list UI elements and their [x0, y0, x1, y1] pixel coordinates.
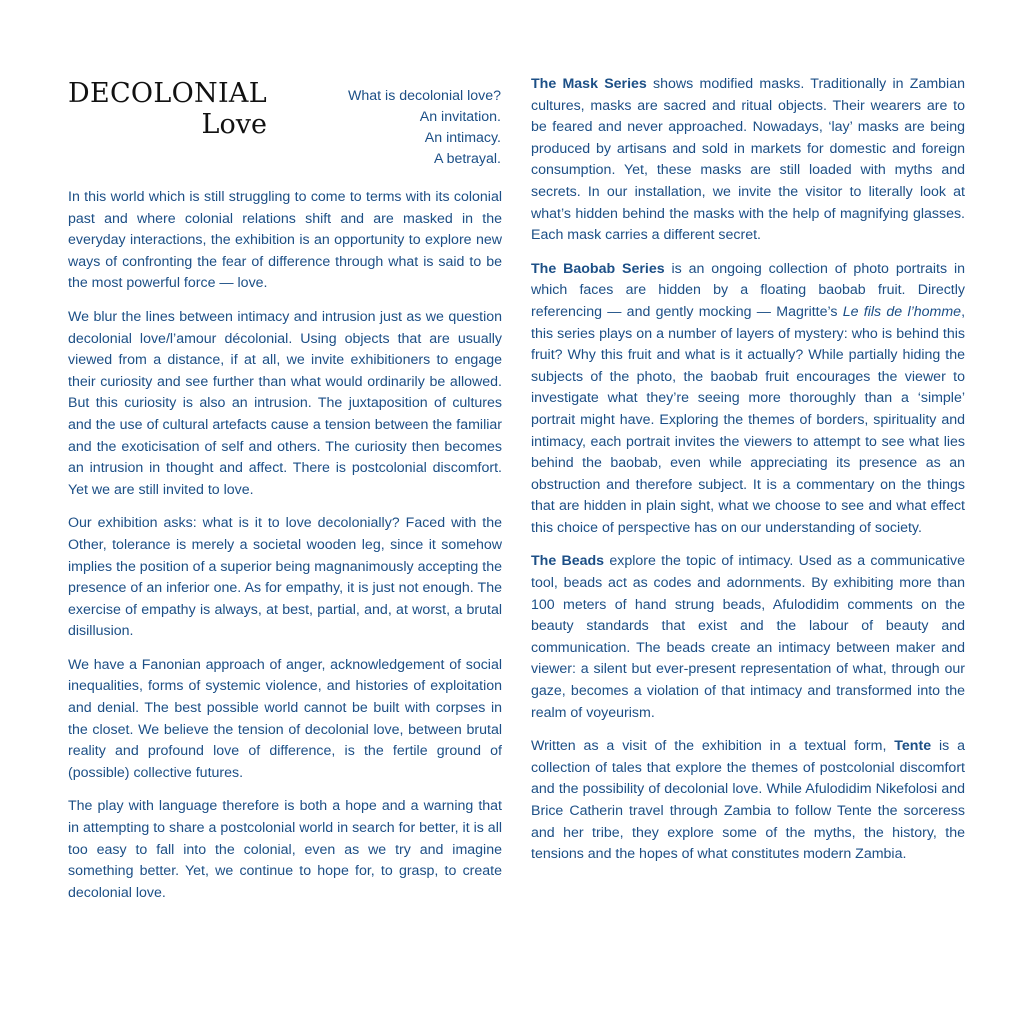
left-column [68, 187, 502, 916]
paragraph: Our exhibition asks: what is it to love decolonially? Faced with the Other, tolerance is merely a societal wooden leg, since it somehow implies the position of a superior being magnanimously accepting the presence of an inferior one. As for empathy, it is just not enough. The exercise of empathy is always, at best, partial, and, at worst, a brutal disillusion. [68, 515, 502, 640]
intro-line: An invitation. [419, 109, 501, 125]
tente-text-post: is a collection of tales that explore the themes of postcolonial discomfort and the possibility of decolonial love. While Afulodidim Nikefolosi and Brice Catherin travel through Zambia to follow Tente the sorceress and her tribe, they explore some of the myths, the history, the tensions and the hopes of what constitutes modern Zambia. [531, 738, 966, 863]
right-column [531, 74, 965, 878]
intro-line: A betrayal. [433, 151, 501, 167]
intro-line: An intimacy. [424, 130, 501, 146]
artwork-title: Le fils de l’homme [842, 303, 962, 320]
mask-series-heading: The Mask Series [531, 76, 647, 92]
paragraph: In this world which is still struggling to come to terms with its colonial past and where colonial relations shift and are masked in the everyday interactions, the exhibition is an opportunity to explore new ways of confronting the fear of difference through what is said to be the most powerful force — love. [68, 189, 502, 292]
intro-questions [300, 86, 501, 170]
baobab-series-paragraph [531, 259, 965, 540]
beads-paragraph [531, 551, 965, 724]
paragraph: We blur the lines between intimacy and intrusion just as we question decolonial love/l’amour décolonial. Using objects that are usually viewed from a distance, if at all, we invite exhibitioners to engage their curiosity and see further than what would ordinarily be allowed. But this curiosity is also an intrusion. The juxtaposition of cultures and the use of cultural artefacts cause a tension between the familiar and the exoticisation of self and others. The curiosity then becomes an intrusion in thought and affect. There is postcolonial discomfort. Yet we are still invited to love. [68, 308, 502, 498]
baobab-series-heading: The Baobab Series [531, 260, 665, 277]
page-title [68, 80, 267, 138]
baobab-series-text: is an ongoing collection of photo portraits in which faces are hidden by a floating baobab fruit. Directly referencing — and gently mocking — Magritte’s [531, 260, 965, 320]
baobab-series-text-cont: , this series plays on a number of layers of mystery: who is behind this fruit? Why this fruit and what is it actually? While partially hiding the subjects of the photo, the baobab fruit encourages the viewer to investigate what they’re seeing more thoroughly than a ‘simple’ portrait might have. Exploring the themes of borders, spirituality and intimacy, each portrait invites the viewers to attempt to see what lies behind the baobab, even while appreciating its presence as an obstruction and therefore subject. It is a commentary on the things that are hidden in plain sight, what we choose to see and what effect this choice of perspective has on our understanding of society. [531, 303, 966, 536]
tente-paragraph [531, 736, 965, 866]
mask-series-text: shows modified masks. Traditionally in Zambian cultures, masks are sacred and ritual objects. Their wearers are to be feared and never approached. Nowadays, ‘lay’ masks are being produced by artisans and sold in markets for domestic and foreign consumption. Yet, these masks are still loaded with myths and secrets. In our installation, we invite the visitor to literally look at what’s hidden behind the masks with the help of magnifying glasses. Each mask carries a different secret. [531, 76, 965, 244]
title-line-1: DECOLONIAL [68, 78, 267, 109]
tente-heading: Tente [894, 738, 932, 755]
tente-text-pre: Written as a visit of the exhibition in a textual form, [531, 738, 895, 755]
paragraph: We have a Fanonian approach of anger, acknowledgement of social inequalities, forms of systemic violence, and histories of exploitation and denial. The best possible world cannot be built with corpses in the closet. We believe the tension of decolonial love, between brutal reality and profound love of difference, is the fertile ground of (possible) collective futures. [68, 656, 502, 781]
mask-series-paragraph [531, 74, 965, 247]
title-line-2: Love [201, 109, 267, 140]
paragraph: The play with language therefore is both a hope and a warning that in attempting to share a postcolonial world in search for better, it is all too easy to fall into the colonial, even as we try and imagine something better. Yet, we continue to hope for, to grasp, to create decolonial love. [68, 798, 502, 901]
beads-heading: The Beads [531, 553, 605, 570]
beads-text: explore the topic of intimacy. Used as a communicative tool, beads act as codes and adornments. By exhibiting more than 100 meters of hand strung beads, Afulodidim comments on the beauty standards that exist and the labour of beauty and communication. The beads create an intimacy between maker and viewer: a silent but ever-present representation of what, through our gaze, becomes a violation of that intimacy and transformed into the realm of voyeurism. [531, 553, 966, 721]
intro-line: What is decolonial love? [348, 88, 501, 104]
